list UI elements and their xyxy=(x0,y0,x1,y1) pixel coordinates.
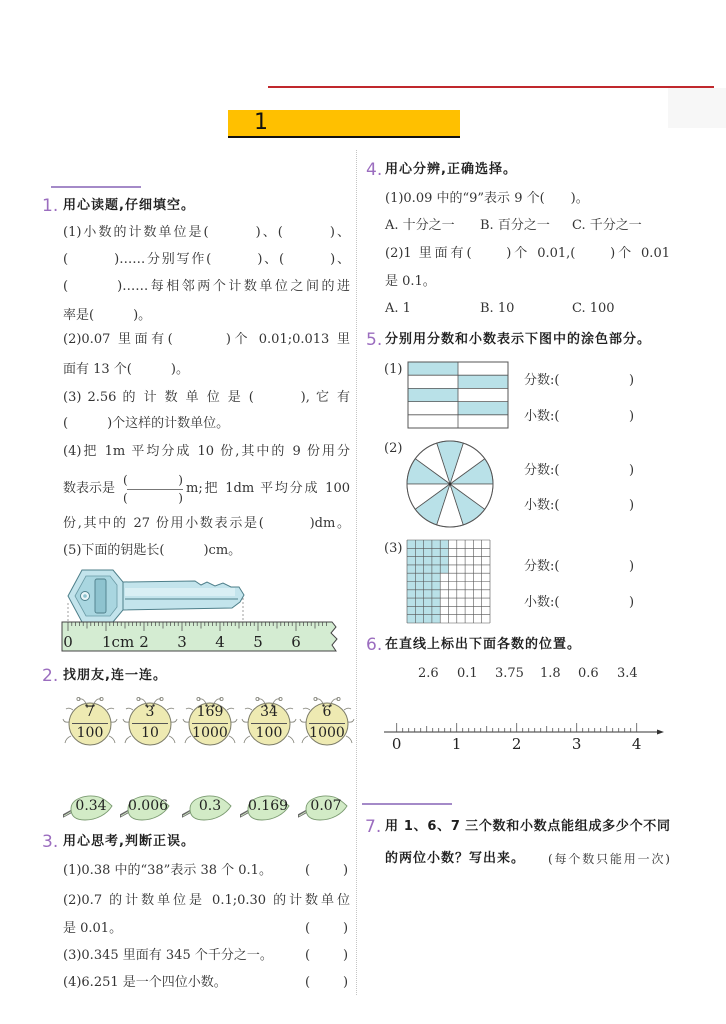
fraction-numerator: 34 xyxy=(260,704,278,720)
answer-paren-close: ) xyxy=(343,975,349,990)
ruler-label: 5 xyxy=(253,633,263,651)
answer-paren-close: ) xyxy=(343,948,349,963)
fraction-bar xyxy=(251,723,287,724)
question-line: (3) 2.56 的 计 数 单 位 是 ( ), 它 有 xyxy=(63,390,350,405)
fraction-denominator-blank: ( ) xyxy=(123,491,183,505)
fraction-numerator-blank: ( ) xyxy=(123,473,183,487)
fraction-line-prefix: 数表示是 xyxy=(63,481,116,496)
question-line: ( )个这样的计数单位。 xyxy=(63,416,230,431)
ruler-label: 6 xyxy=(291,633,301,651)
section-5-title: 分别用分数和小数表示下图中的涂色部分。 xyxy=(385,332,652,347)
fraction-line-suffix: m;把 1dm 平均分成 100 xyxy=(186,481,350,496)
hundred-grid-figure xyxy=(405,538,493,626)
fraction-bar xyxy=(309,723,345,724)
number-line-label: 2 xyxy=(511,735,522,753)
fraction-bar xyxy=(127,489,183,490)
answer-paren-open: ( xyxy=(305,975,311,990)
ladybug-icon xyxy=(120,691,180,751)
decimal-answer-label: 小数:( xyxy=(524,498,560,513)
question-line: ( )……分别写作( )、( )、 xyxy=(63,252,350,267)
leaf-decimal-card xyxy=(120,792,170,822)
ruler-label: 4 xyxy=(215,633,225,651)
section-4-number: 4. xyxy=(366,160,383,180)
answer-paren-close: ) xyxy=(629,409,635,424)
section-1-rule xyxy=(51,186,141,188)
value-to-mark: 1.8 xyxy=(540,666,561,681)
section-7-rule xyxy=(362,803,452,805)
number-line-label: 0 xyxy=(391,735,402,753)
leaf-decimal-card xyxy=(182,792,232,822)
ruler-label: 0 xyxy=(63,633,73,651)
number-line-label: 4 xyxy=(631,735,642,753)
answer-paren-close: ) xyxy=(629,373,635,388)
option-c: C. 千分之一 xyxy=(572,218,642,233)
ladybug-icon xyxy=(60,691,120,751)
answer-paren-close: ) xyxy=(629,463,635,478)
section-7-note: (每个数只能用一次) xyxy=(548,852,670,866)
rectangle-strips-figure xyxy=(406,360,510,430)
fraction-answer-label: 分数:( xyxy=(524,559,560,574)
section-3-title: 用心思考,判断正误。 xyxy=(63,834,195,849)
value-to-mark: 3.4 xyxy=(617,666,638,681)
fraction-bar xyxy=(72,723,108,724)
decimal-value: 0.07 xyxy=(310,798,342,814)
value-to-mark: 2.6 xyxy=(418,666,439,681)
figure-label: (2) xyxy=(384,441,403,456)
bug-fraction-card xyxy=(180,691,240,751)
section-6-number: 6. xyxy=(366,635,383,655)
section-7-question-line-1: 用 1、6、7 三个数和小数点能组成多少个不同 xyxy=(385,819,670,834)
section-2-number: 2. xyxy=(42,666,59,686)
fraction-numerator: 7 xyxy=(85,704,95,720)
figure-label: (1) xyxy=(384,362,403,377)
answer-paren-open: ( xyxy=(305,921,311,936)
option-c: C. 100 xyxy=(572,301,615,316)
ruler-label: 1cm xyxy=(102,633,135,651)
answer-paren-open: ( xyxy=(305,948,311,963)
option-b: B. 百分之一 xyxy=(480,218,550,233)
header-red-rule xyxy=(268,86,714,88)
number-line-label: 1 xyxy=(451,735,462,753)
figure-label: (3) xyxy=(384,541,403,556)
answer-paren-close: ) xyxy=(629,498,635,513)
decimal-answer-label: 小数:( xyxy=(524,595,560,610)
ladybug-icon xyxy=(297,691,357,751)
header-corner-box xyxy=(668,88,726,128)
number-line xyxy=(380,715,666,755)
question-line: ( )……每相邻两个计数单位之间的进 xyxy=(63,279,350,294)
arrow-right-icon xyxy=(657,730,664,735)
option-a: A. 十分之一 xyxy=(385,218,455,233)
fraction-denominator: 100 xyxy=(76,725,104,741)
ladybug-icon xyxy=(239,691,299,751)
section-6-title: 在直线上标出下面各数的位置。 xyxy=(385,637,582,652)
question-line: (4)把 1m 平均分成 10 份,其中的 9 份用分 xyxy=(63,444,350,459)
column-divider xyxy=(356,150,357,995)
circle-sectors-figure xyxy=(404,438,496,530)
judgement-item-continued: 是 0.01。 xyxy=(63,921,123,936)
fraction-bar xyxy=(132,723,168,724)
fraction-numerator: 3 xyxy=(145,704,155,720)
question-line: (5)下面的钥匙长( )cm。 xyxy=(63,543,242,558)
fraction-denominator: 1000 xyxy=(309,725,345,741)
choice-question-2: (2)1 里面有( )个 0.01,( )个 0.01 xyxy=(385,246,670,261)
chapter-number: 1 xyxy=(254,110,268,135)
section-3-number: 3. xyxy=(42,832,59,852)
option-b: B. 10 xyxy=(480,301,515,316)
answer-paren-close: ) xyxy=(629,559,635,574)
fraction-answer-label: 分数:( xyxy=(524,463,560,478)
leaf-decimal-card xyxy=(298,792,348,822)
fraction-denominator: 1000 xyxy=(192,725,228,741)
fraction-denominator: 10 xyxy=(141,725,159,741)
chapter-title-underline xyxy=(228,136,460,138)
fraction-denominator: 100 xyxy=(255,725,283,741)
decimal-value: 0.34 xyxy=(75,798,107,814)
key-icon xyxy=(68,570,244,622)
value-to-mark: 3.75 xyxy=(495,666,524,681)
decimal-value: 0.3 xyxy=(198,798,222,814)
judgement-item: (3)0.345 里面有 345 个千分之一。 xyxy=(63,948,273,963)
question-line: 率是( )。 xyxy=(63,308,152,323)
decimal-answer-label: 小数:( xyxy=(524,409,560,424)
choice-question-1: (1)0.09 中的“9”表示 9 个( )。 xyxy=(385,191,589,206)
bug-fraction-card xyxy=(297,691,357,751)
question-line: 份,其中的 27 份用小数表示是( )dm。 xyxy=(63,516,350,531)
value-to-mark: 0.6 xyxy=(578,666,599,681)
ruler-label: 3 xyxy=(177,633,187,651)
section-5-number: 5. xyxy=(366,330,383,350)
choice-question-2-continued: 是 0.1。 xyxy=(385,274,436,289)
judgement-item: (2)0.7 的计数单位是 0.1;0.30 的计数单位 xyxy=(63,893,350,908)
number-line-label: 3 xyxy=(571,735,582,753)
ruler-label: 2 xyxy=(139,633,149,651)
key-on-ruler-illustration xyxy=(55,565,345,657)
answer-paren-close: ) xyxy=(343,921,349,936)
question-line: 面有 13 个( )。 xyxy=(63,362,189,377)
decimal-value: 0.006 xyxy=(127,798,169,814)
decimal-value: 0.169 xyxy=(247,798,289,814)
bug-fraction-card xyxy=(239,691,299,751)
judgement-item: (1)0.38 中的“38”表示 38 个 0.1。 xyxy=(63,863,272,878)
question-line: (1)小数的计数单位是( )、( )、 xyxy=(63,225,350,240)
section-1-title: 用心读题,仔细填空。 xyxy=(63,198,195,213)
section-1-number: 1. xyxy=(42,196,59,216)
bug-fraction-card xyxy=(60,691,120,751)
section-7-number: 7. xyxy=(365,817,382,837)
fraction-answer-label: 分数:( xyxy=(524,373,560,388)
leaf-decimal-card xyxy=(240,792,290,822)
option-a: A. 1 xyxy=(385,301,411,316)
ladybug-icon xyxy=(180,691,240,751)
answer-paren-close: ) xyxy=(343,863,349,878)
judgement-item: (4)6.251 是一个四位小数。 xyxy=(63,975,227,990)
section-4-title: 用心分辨,正确选择。 xyxy=(385,162,517,177)
leaf-decimal-card xyxy=(63,792,113,822)
fraction-numerator: 169 xyxy=(196,704,224,720)
answer-paren-open: ( xyxy=(305,863,311,878)
bug-fraction-card xyxy=(120,691,180,751)
answer-paren-close: ) xyxy=(629,595,635,610)
fraction-bar xyxy=(192,723,228,724)
section-2-title: 找朋友,连一连。 xyxy=(63,668,167,683)
question-line: (2)0.07 里面有( )个 0.01;0.013 里 xyxy=(63,332,350,347)
fraction-numerator: 6 xyxy=(322,704,332,720)
section-7-question-line-2: 的两位小数？写出来。 xyxy=(385,851,526,866)
value-to-mark: 0.1 xyxy=(457,666,478,681)
